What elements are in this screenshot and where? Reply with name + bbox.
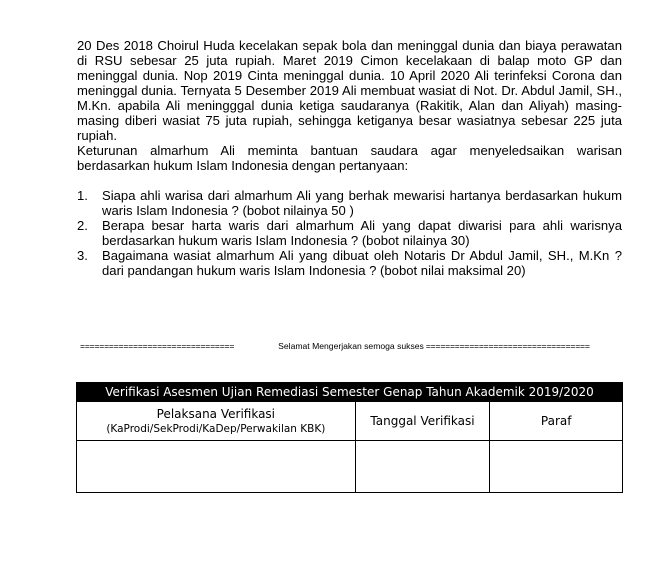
verification-table bbox=[76, 382, 623, 493]
question-number: 1. bbox=[77, 188, 88, 203]
date-cell[interactable] bbox=[355, 441, 490, 493]
verification-columns-row bbox=[77, 402, 623, 441]
verification-entry-row bbox=[77, 441, 623, 493]
question-item bbox=[77, 188, 622, 218]
signature-cell[interactable] bbox=[490, 441, 623, 493]
date-column-header: Tanggal Verifikasi bbox=[355, 402, 490, 441]
question-number: 3. bbox=[77, 248, 88, 263]
closing-divider bbox=[80, 341, 622, 351]
verification-title: Verifikasi Asesmen Ujian Remediasi Semester Genap Tahun Akademik 2019/2020 bbox=[77, 383, 623, 402]
signature-column-header: Paraf bbox=[490, 402, 623, 441]
verifier-cell[interactable] bbox=[77, 441, 356, 493]
question-list bbox=[77, 188, 622, 278]
verifier-title: Pelaksana Verifikasi bbox=[156, 407, 276, 421]
question-text: Berapa besar harta waris dari almarhum Ali yang dapat diwarisi para ahli warisnya berdasarkan hukum waris Islam Indonesia ? (bobot nilainya 30) bbox=[102, 218, 622, 248]
verifier-column-header bbox=[77, 402, 356, 441]
document-body bbox=[77, 38, 622, 278]
verification-header-row bbox=[77, 383, 623, 402]
question-text: Siapa ahli warisa dari almarhum Ali yang berhak mewarisi hartanya berdasarkan hukum waris Islam Indonesia ? (bobot nilainya 50 ) bbox=[102, 188, 622, 218]
question-text: Bagaimana wasiat almarhum Ali yang dibuat oleh Notaris Dr Abdul Jamil, SH., M.Kn ? dari pandangan hukum waris Islam Indonesia ? (bobot nilai maksimal 20) bbox=[102, 248, 622, 278]
question-number: 2. bbox=[77, 218, 88, 233]
closing-message: Selamat Mengerjakan semoga sukses bbox=[278, 341, 424, 351]
request-paragraph: Keturunan almarhum Ali meminta bantuan saudara agar menyeledsaikan warisan berdasarkan hukum Islam Indonesia dengan pertanyaan: bbox=[77, 143, 622, 173]
verifier-subtitle: (KaProdi/SekProdi/KaDep/Perwakilan KBK) bbox=[106, 423, 326, 435]
case-paragraph: 20 Des 2018 Choirul Huda kecelakan sepak bola dan meninggal dunia dan biaya perawatan di RSU sebesar 25 juta rupiah. Maret 2019 Cimon kecelakaan di balap moto GP dan meninggal dunia. Nop 2019 Cinta meninggal dunia. 10 April 2020 Ali terinfeksi Corona dan meninggal dunia. Ternyata 5 Desember 2019 Ali membuat wasiat di Not. Dr. Abdul Jamil, SH., M.Kn. apabila Ali meningggal dunia ketiga saudaranya (Rakitik, Alan dan Aliyah) masing-masing diberi wasiat 75 juta rupiah, sehingga ketiganya besar wasiatnya sebesar 225 juta rupiah. bbox=[77, 38, 622, 143]
question-item bbox=[77, 248, 622, 278]
divider-rule-left: ================================ bbox=[80, 341, 235, 351]
question-item bbox=[77, 218, 622, 248]
divider-rule-right: ================================== bbox=[425, 341, 590, 351]
